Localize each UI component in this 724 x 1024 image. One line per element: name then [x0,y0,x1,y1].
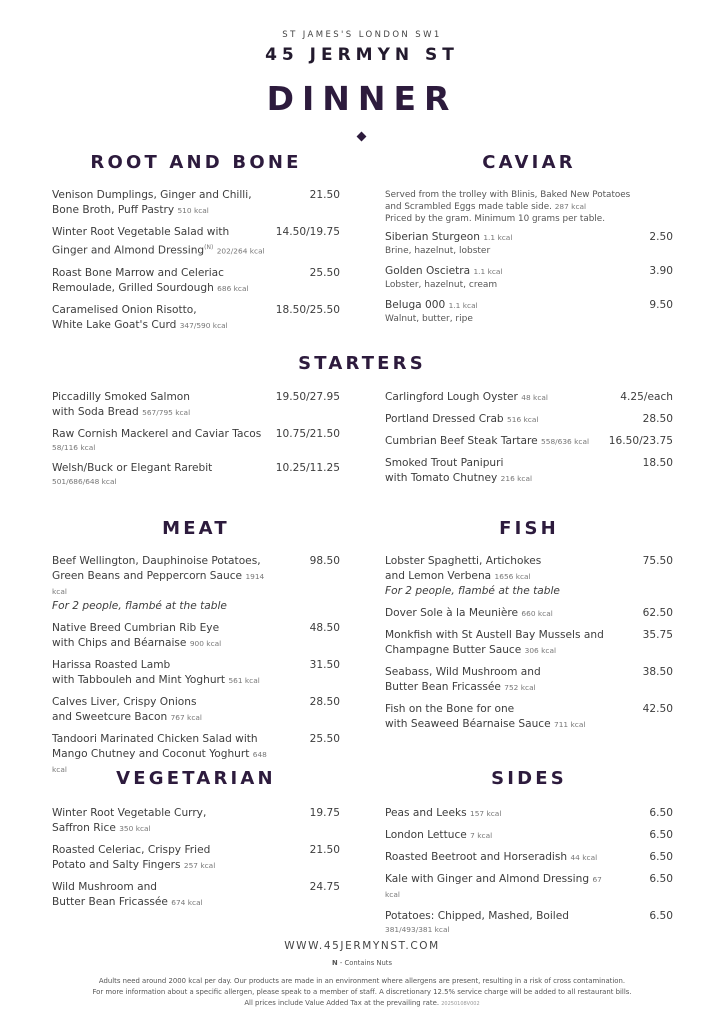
menu-item-name-line [52,569,280,599]
menu-item-description: Brine, hazelnut, lobster [385,246,491,256]
menu-item-price: 48.50 [309,622,340,634]
sides-list [385,806,673,943]
menu-item-name: Smoked Trout Panipuri [385,457,504,469]
menu-item-name-line [52,240,280,259]
menu-item-name: Dover Sole à la Meunière [385,607,519,619]
menu-item-kcal: 516 kcal [507,415,539,424]
restaurant-name: 45 JERMYN ST [265,45,459,65]
menu-item-price: 42.50 [642,703,673,715]
menu-item [385,850,673,865]
menu-item-name: Roasted Beetroot and Horseradish [385,851,568,863]
menu-item-name-line [52,203,280,218]
menu-item-price: 31.50 [309,659,340,671]
menu-item [385,702,673,732]
menu-item-name: Fish on the Bone for one [385,703,515,715]
menu-item-name: Seabass, Wild Mushroom and [385,666,541,678]
menu-item-price: 10.75/21.50 [275,428,340,440]
menu-item-price: 98.50 [309,555,340,567]
menu-item-name-line [385,872,613,902]
menu-item [385,606,673,621]
menu-item-kcal: 711 kcal [554,720,586,729]
menu-item-name: Butter Bean Fricassée [52,896,168,908]
menu-item-price: 18.50 [642,457,673,469]
menu-item-kcal: 510 kcal [177,206,209,215]
menu-item-kcal: 7 kcal [470,831,493,840]
menu-item-price: 19.75 [309,807,340,819]
menu-item [52,843,340,873]
menu-item-name: Butter Bean Fricassée [385,681,501,693]
menu-item-name: with Tabbouleh and Mint Yoghurt [52,674,226,686]
menu-item-note: For 2 people, flambé at the table [385,585,560,597]
menu-item [52,427,340,454]
menu-item-name: Winter Root Vegetable Salad with [52,226,230,238]
menu-item-name: and Lemon Verbena [385,570,492,582]
restaurant-location: ST JAMES'S LONDON SW1 [282,30,442,40]
menu-item-name: Venison Dumplings, Ginger and Chilli, [52,189,252,201]
menu-item [385,298,673,325]
menu-item-price: 18.50/25.50 [275,303,340,316]
menu-item-name-line [385,456,613,471]
menu-item [52,880,340,910]
menu-item-name: with Tomato Chutney [385,472,498,484]
menu-item-name-line [385,434,613,449]
menu-item-price: 6.50 [649,851,673,863]
menu-item-price: 6.50 [649,910,673,922]
menu-item-name-line [52,895,280,910]
allergen-key [0,959,724,967]
menu-item [52,225,340,259]
menu-item [385,554,673,599]
menu-item [385,264,673,291]
caviar-intro-line: Served from the trolley with Blinis, Baked New Potatoes [385,190,631,200]
menu-title: DINNER [266,79,458,118]
menu-item-name: Raw Cornish Mackerel and Caviar Tacos [52,428,262,440]
menu-item [385,390,673,405]
menu-item-name-line [52,673,280,688]
menu-item-name-line [385,298,613,313]
menu-item-name-line [385,665,613,680]
allergen-marker: (N) [204,244,214,251]
menu-item [385,412,673,427]
menu-item-name-line [385,680,613,695]
menu-item-price: 9.50 [649,299,673,311]
menu-item-name-line [385,264,613,279]
menu-item [385,456,673,486]
menu-item-name-line [52,318,280,333]
menu-item-price: 3.90 [649,265,673,277]
menu-item-kcal: 1.1 kcal [448,301,478,310]
menu-item-price: 21.50 [309,189,340,201]
menu-item-name-line [385,828,613,843]
menu-item-name-line [385,643,613,658]
meat-list [52,554,340,784]
section-heading-fish: FISH [499,518,559,539]
section-heading-caviar: CAVIAR [482,152,576,173]
menu-item [52,303,340,333]
menu-item-name-line [52,390,280,405]
menu-item [385,434,673,449]
menu-item-name: Remoulade, Grilled Sourdough [52,281,214,294]
menu-item-name: Green Beans and Peppercorn Sauce [52,570,243,582]
menu-item-price: 25.50 [309,266,340,279]
menu-item-name-line [385,702,613,717]
menu-item-name: Native Breed Cumbrian Rib Eye [52,622,220,634]
diamond-ornament-icon [357,132,367,142]
menu-item [385,230,673,257]
menu-item-name: Wild Mushroom and [52,881,158,893]
menu-item [52,621,340,651]
menu-item-price: 28.50 [642,413,673,425]
menu-item-name-line [52,405,280,420]
menu-item-description: Walnut, butter, ripe [385,314,473,324]
menu-item-kcal: 686 kcal [217,283,249,293]
menu-item-name: Monkfish with St Austell Bay Mussels and [385,629,604,641]
menu-item-name-line [385,569,613,584]
menu-item-name: and Sweetcure Bacon [52,711,168,723]
menu-item-kcal: 660 kcal [521,609,553,618]
menu-item-kcal: 381/493/381 kcal [385,925,450,934]
footer-note: For more information about a specific allergen, please speak to a member of staff. A discretionary 12.5% service charge will be added to all restaurant bills. [92,988,632,996]
section-heading-starters: STARTERS [298,353,426,374]
menu-item-name: Roast Bone Marrow and Celeriac [52,266,224,279]
menu-item-name-line [52,710,280,725]
caviar-pricing-note: Priced by the gram. Minimum 10 grams per table. [385,214,605,224]
nuts-symbol: N [331,959,338,967]
menu-item-name-line [52,858,280,873]
menu-item [52,695,340,725]
footer-note: All prices include Value Added Tax at the prevailing rate. [244,999,440,1007]
section-heading-root-and-bone: ROOT AND BONE [90,152,302,173]
menu-item-kcal: 157 kcal [470,809,502,818]
menu-item-name: Champagne Butter Sauce [385,644,522,656]
menu-item-price: 25.50 [309,733,340,745]
menu-item [52,390,340,420]
menu-item-price: 10.25/11.25 [275,462,340,474]
menu-item-price: 35.75 [642,629,673,641]
menu-item-price: 6.50 [649,873,673,885]
menu-item [385,628,673,658]
menu-item-kcal: 67 kcal [385,875,602,899]
menu-item-kcal: 648 kcal [52,750,267,774]
fish-list [385,554,673,739]
menu-item [52,188,340,218]
menu-item-name-line [385,390,613,405]
menu-item-name-line [385,412,613,427]
menu-item-name-line [52,621,280,636]
menu-item-kcal: 306 kcal [524,646,557,655]
menu-item-price: 2.50 [649,231,673,243]
menu-item-name: Ginger and Almond Dressing [52,244,205,257]
menu-item-name-line [52,281,280,296]
menu-item-name: Golden Oscietra [385,265,471,277]
menu-item-name: Portland Dressed Crab [385,413,504,425]
nuts-label: - Contains Nuts [337,959,392,967]
menu-item-kcal: 1.1 kcal [483,233,513,242]
menu-item-price: 19.50/27.95 [275,391,340,403]
menu-version-code: 20250108V002 [441,1001,480,1007]
menu-item-name-line [52,303,280,318]
menu-item-name: Potato and Salty Fingers [52,859,181,871]
menu-item-name: Peas and Leeks [385,807,467,819]
menu-item-name: Winter Root Vegetable Curry, [52,807,207,819]
caviar-intro-line: and Scrambled Eggs made table side. [385,202,552,212]
menu-item-name-line [385,471,613,486]
menu-item-name-line [52,880,280,895]
menu-item-name-line [52,554,280,569]
menu-item-name: Siberian Sturgeon [385,231,480,243]
caviar-intro [385,189,675,225]
menu-item-name: Kale with Ginger and Almond Dressing [385,873,590,885]
menu-item [52,461,340,488]
menu-item [52,806,340,836]
starters-left-list [52,390,340,495]
starters-right-list [385,390,673,493]
menu-item-price: 16.50/23.75 [608,435,673,447]
menu-item-name: Beluga 000 [385,299,446,311]
menu-item-kcal: 48 kcal [521,393,548,402]
menu-item-kcal: 501/686/648 kcal [52,477,117,486]
menu-item-name-line [385,806,613,821]
menu-item-name-line [52,461,280,476]
menu-item-name-line [52,843,280,858]
menu-item-name: Cumbrian Beef Steak Tartare [385,435,538,447]
menu-item-name: White Lake Goat's Curd [52,318,177,331]
menu-item [385,806,673,821]
caviar-list [385,230,673,332]
menu-item-price: 4.25/each [620,391,673,403]
menu-item-name-line [385,628,613,643]
menu-item-name: with Soda Bread [52,406,139,418]
menu-item-name: London Lettuce [385,829,467,841]
menu-item-kcal: 44 kcal [570,853,598,862]
menu-item-name: Caramelised Onion Risotto, [52,303,197,316]
menu-item-name: Lobster Spaghetti, Artichokes [385,555,542,567]
menu-item-kcal: 202/264 kcal [216,246,265,256]
menu-item [52,266,340,296]
menu-item-name: Calves Liver, Crispy Onions [52,696,197,708]
menu-item-kcal: 558/636 kcal [541,437,590,446]
menu-item-price: 21.50 [309,844,340,856]
menu-item-name-line [385,850,613,865]
menu-item-name: with Chips and Béarnaise [52,637,187,649]
menu-item-name: with Seaweed Béarnaise Sauce [385,718,551,730]
menu-item-kcal: 350 kcal [119,824,151,833]
menu-item-description: Lobster, hazelnut, cream [385,280,498,290]
menu-item-kcal: 257 kcal [183,861,216,870]
menu-item-name-line [52,266,280,281]
menu-item-name: Beef Wellington, Dauphinoise Potatoes, [52,555,261,567]
footer-notes [0,976,724,1010]
menu-item-kcal: 674 kcal [171,898,203,907]
menu-item-name-line [52,188,280,203]
menu-item-price: 24.75 [309,881,340,893]
root-and-bone-list [52,188,340,340]
menu-item-kcal: 752 kcal [504,683,536,692]
menu-item-name: Potatoes: Chipped, Mashed, Boiled [385,910,569,922]
menu-item-name: Carlingford Lough Oyster [385,391,518,403]
menu-item-price: 6.50 [649,807,673,819]
menu-item [52,658,340,688]
menu-item [385,909,673,936]
menu-item-kcal: 347/590 kcal [179,320,228,330]
menu-item-name-line [52,636,280,651]
menu-item-name-line [385,717,613,732]
menu-item-name-line [52,806,280,821]
menu-item-price: 62.50 [642,607,673,619]
section-heading-vegetarian: VEGETARIAN [116,768,276,789]
menu-item-kcal: 567/795 kcal [142,408,191,417]
menu-item-name-line [385,606,613,621]
menu-item-name-line [52,732,280,747]
menu-item [385,665,673,695]
menu-item-name-line [52,821,280,836]
menu-item-name-line [385,554,613,569]
menu-item-name: Bone Broth, Puff Pastry [52,204,175,216]
menu-item [52,554,340,614]
menu-item-kcal: 1.1 kcal [473,267,503,276]
menu-item-kcal: 216 kcal [500,474,533,483]
menu-item-price: 14.50/19.75 [275,226,340,238]
footer-note: Adults need around 2000 kcal per day. Our products are made in an environment where allergens are present, resulting in a risk of cross contamination. [98,977,626,985]
menu-item-price: 38.50 [642,666,673,678]
menu-item-price: 6.50 [649,829,673,841]
menu-item-name: Saffron Rice [52,822,116,834]
menu-item-name: Harissa Roasted Lamb [52,659,171,671]
caviar-intro-kcal: 287 kcal [554,202,587,211]
menu-item-name-line [52,225,280,240]
menu-item-price: 75.50 [642,555,673,567]
menu-item-kcal: 1656 kcal [494,572,531,581]
menu-item-name: Tandoori Marinated Chicken Salad with [52,733,258,745]
menu-item-name-line [52,427,280,442]
menu-item-kcal: 561 kcal [228,676,260,685]
menu-item-name: Piccadilly Smoked Salmon [52,391,190,403]
menu-item-kcal: 900 kcal [189,639,222,648]
menu-item-kcal: 1914 kcal [52,572,265,596]
menu-item [385,828,673,843]
menu-item-name: Mango Chutney and Coconut Yoghurt [52,748,250,760]
website-link[interactable]: WWW.45JERMYNST.COM [284,940,440,952]
menu-item-note: For 2 people, flambé at the table [52,600,227,612]
menu-item-kcal: 58/116 kcal [52,443,96,452]
menu-item-kcal: 767 kcal [170,713,202,722]
section-heading-sides: SIDES [491,768,567,789]
menu-item [385,872,673,902]
menu-item-name-line [52,658,280,673]
menu-item-name: Roasted Celeriac, Crispy Fried [52,844,211,856]
vegetarian-list [52,806,340,917]
section-heading-meat: MEAT [162,518,230,539]
menu-item-name: Welsh/Buck or Elegant Rarebit [52,462,213,474]
menu-item-name-line [385,230,613,245]
menu-item-price: 28.50 [309,696,340,708]
menu-item-name-line [385,909,613,924]
menu-item-name-line [52,695,280,710]
